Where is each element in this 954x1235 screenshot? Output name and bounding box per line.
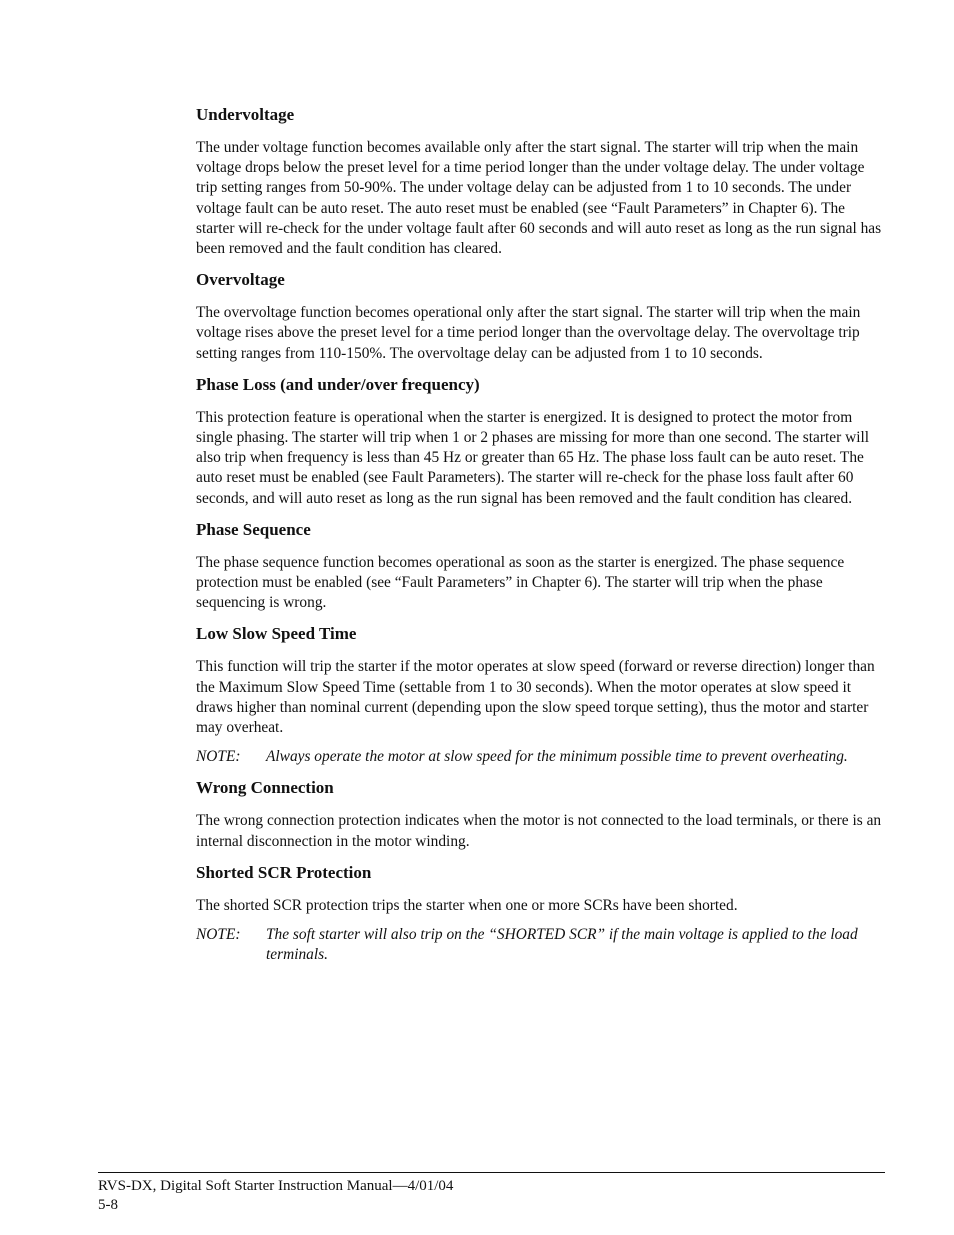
note [196, 925, 884, 965]
page-content [196, 104, 884, 975]
section-phase-loss [196, 374, 884, 509]
section-heading: Undervoltage [196, 105, 295, 124]
section-low-slow-speed-time [196, 623, 884, 767]
section-heading: Phase Sequence [196, 519, 311, 539]
section-body: The shorted SCR protection trips the starter when one or more SCRs have been shorted. [196, 896, 738, 914]
section-heading: Low Slow Speed Time [196, 624, 357, 644]
section-overvoltage [196, 269, 884, 364]
note-text: Always operate the motor at slow speed for the minimum possible time to prevent overheating. [266, 748, 848, 766]
section-phase-sequence [196, 519, 884, 614]
section-undervoltage [196, 104, 884, 259]
section-body: The overvoltage function becomes operational only after the start signal. The starter will trip when the main voltage rises above the preset level for a time period longer than the overvoltage delay. The overvoltage trip setting ranges from 110-150%. The overvoltage delay can be adjusted from 1 to 10 seconds. [196, 304, 861, 362]
section-heading: Overvoltage [196, 270, 285, 290]
section-body: The wrong connection protection indicates when the motor is not connected to the load terminals, or there is an internal disconnection in the motor winding. [196, 812, 882, 850]
section-body: This function will trip the starter if the motor operates at slow speed (forward or reverse direction) longer than the Maximum Slow Speed Time (settable from 1 to 30 seconds). When the motor operates at slow speed it draws higher than nominal current (depending upon the slow speed torque setting), thus the motor and starter may overheat. [196, 658, 875, 737]
section-body: The phase sequence function becomes operational as soon as the starter is energized. The phase sequence protection must be enabled (see “Fault Parameters” in Chapter 6). The starter will trip when the phase sequencing is wrong. [196, 553, 845, 612]
note-text: The soft starter will also trip on the “SHORTED SCR” if the main voltage is applied to the load terminals. [266, 926, 858, 964]
section-body: The under voltage function becomes available only after the start signal. The starter will trip when the main voltage drops below the preset level for a time period longer than the under voltage delay. The under voltage trip setting ranges from 50-90%. The under voltage delay can be adjusted from 1 to 10 seconds. The under voltage fault can be auto reset. The auto reset must be enabled (see “Fault Parameters” in Chapter 6). The starter will re-check for the under voltage fault after 60 seconds and will auto reset as long as the run signal has been removed and the fault condition has cleared. [196, 139, 882, 258]
page-number: 5-8 [98, 1197, 118, 1213]
section-heading: Phase Loss (and under/over frequency) [196, 374, 480, 394]
note [196, 747, 884, 767]
section-shorted-scr [196, 862, 884, 966]
page-footer [98, 1177, 453, 1215]
footer-title: RVS-DX, Digital Soft Starter Instruction Manual—4/01/04 [98, 1178, 454, 1194]
section-heading: Wrong Connection [196, 778, 334, 798]
note-label: NOTE: [196, 748, 241, 766]
note-label: NOTE: [196, 926, 241, 944]
section-body: This protection feature is operational when the starter is energized. It is designed to protect the motor from single phasing. The starter will trip when 1 or 2 phases are missing for more than one second. The starter will also trip when frequency is less than 45 Hz or greater than 65 Hz. The phase loss fault can be auto reset. The auto reset must be enabled (see Fault Parameters). The starter will re-check for the phase loss fault after 60 seconds, and will auto reset as long as the run signal has been removed and the fault condition has cleared. [196, 408, 870, 507]
footer-divider [98, 1172, 885, 1173]
section-heading: Shorted SCR Protection [196, 862, 372, 882]
section-wrong-connection [196, 777, 884, 851]
